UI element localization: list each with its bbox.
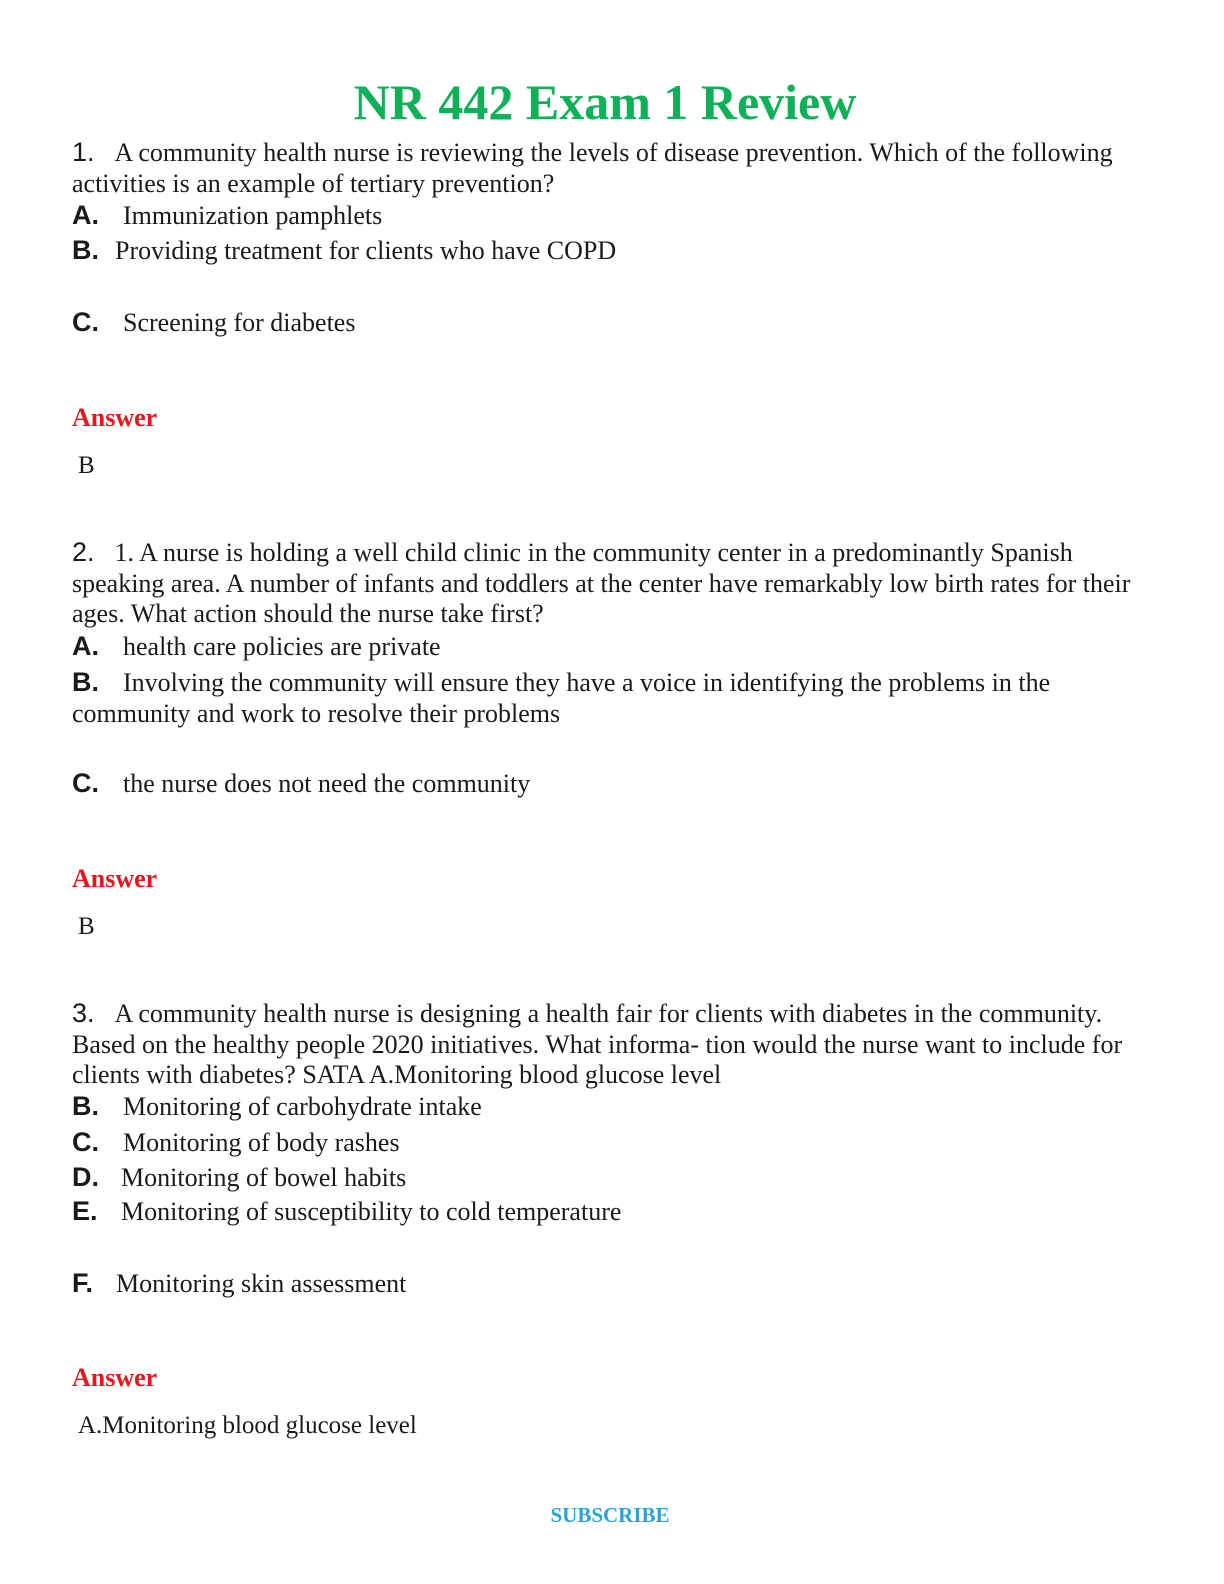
option-text: Monitoring of susceptibility to cold temperature: [121, 1197, 622, 1226]
answer-value: A.Monitoring blood glucose level: [78, 1412, 417, 1439]
option-letter: D.: [72, 1162, 99, 1192]
option-c: [72, 307, 1152, 339]
question-body: 1. A nurse is holding a well child clinic in the community center in a predominantly Spanish speaking area. A number of infants and toddlers at the center have remarkably low birth rates for their ages. What action should the nurse take first?: [72, 538, 1131, 628]
option-c: [72, 768, 1152, 800]
option-text: Involving the community will ensure they have a voice in identifying the problems in the community and work to resolve their problems: [72, 668, 1051, 728]
option-text: health care policies are private: [123, 632, 441, 661]
question-body: A community health nurse is designing a health fair for clients with diabetes in the community. Based on the healthy people 2020 initiatives. What informa- tion would the nurse want to include for clients with diabetes? SATA A.Monitoring blood glucose level: [72, 999, 1123, 1089]
option-letter: C.: [72, 768, 99, 798]
option-letter: B.: [72, 235, 99, 265]
option-text: Screening for diabetes: [123, 308, 356, 337]
question-3-text: [72, 998, 1172, 1091]
answer-label: Answer: [72, 864, 158, 893]
answer-label: Answer: [72, 1363, 158, 1392]
option-text: Monitoring of body rashes: [123, 1128, 400, 1157]
option-text: the nurse does not need the community: [123, 769, 531, 798]
option-b: [72, 235, 1152, 267]
option-text: Providing treatment for clients who have COPD: [115, 236, 617, 265]
option-text: Monitoring skin assessment: [116, 1269, 407, 1298]
option-letter: B.: [72, 667, 99, 697]
option-letter: A.: [72, 200, 99, 230]
question-1-text: [72, 137, 1152, 199]
option-e: [72, 1196, 1152, 1228]
option-letter: A.: [72, 631, 99, 661]
option-f: [72, 1268, 1152, 1300]
document-title: NR 442 Exam 1 Review: [353, 74, 857, 130]
option-letter: C.: [72, 1127, 99, 1157]
option-letter: C.: [72, 307, 99, 337]
option-a: [72, 631, 1152, 663]
answer-label: Answer: [72, 403, 158, 432]
option-d: [72, 1162, 1152, 1194]
option-text: Monitoring of bowel habits: [121, 1163, 407, 1192]
option-a: [72, 200, 1152, 232]
question-number: 2.: [72, 537, 95, 567]
option-text: Monitoring of carbohydrate intake: [123, 1092, 482, 1121]
subscribe-link[interactable]: SUBSCRIBE: [550, 1503, 670, 1527]
answer-value: B: [78, 913, 95, 940]
question-number: 3.: [72, 998, 95, 1028]
option-b: [72, 1091, 1152, 1123]
answer-value: B: [78, 452, 95, 479]
option-letter: B.: [72, 1091, 99, 1121]
question-number: 1.: [72, 137, 95, 167]
question-2-text: [72, 537, 1152, 630]
option-c: [72, 1127, 1152, 1159]
question-body: A community health nurse is reviewing the levels of disease prevention. Which of the following activities is an example of tertiary prevention?: [72, 138, 1113, 198]
option-letter: E.: [72, 1196, 98, 1226]
option-letter: F.: [72, 1268, 94, 1298]
option-b: [72, 667, 1152, 729]
option-text: Immunization pamphlets: [123, 201, 383, 230]
